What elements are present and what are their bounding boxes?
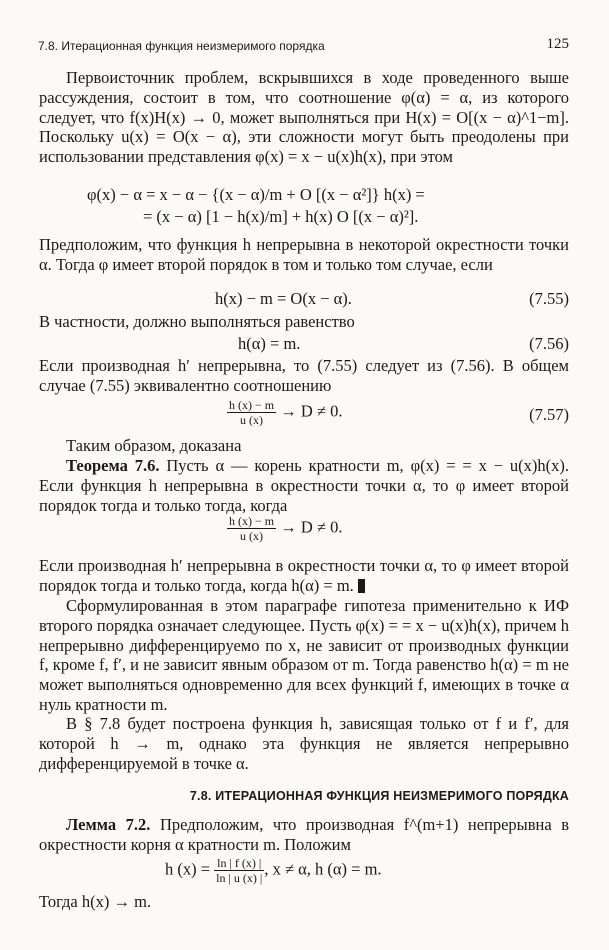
paragraph-3: В частности, должно выполняться равенство bbox=[39, 312, 355, 331]
fraction: $\frac{h (x) - m}{u (x)}$ bbox=[229, 514, 275, 543]
paragraph-8: В § 7.8 будет построена функция h, зависящая только от f и f′, для которой h → m, однако эта функция не является непрерывно дифференцируемой в точке α. bbox=[39, 714, 569, 773]
lemma-label: Лемма 7.2. bbox=[66, 815, 151, 834]
paragraph-1: Первоисточник проблем, вскрывшихся в ходе проведенного выше рассуждения, состоит в том, что соотношение φ(α) = α, из которого следует, что f(x)H(x) → 0, может выполняться при H(x) = O[(x − α)^1−m]. Поскольку u(x) = O(x − α), эти сложности могут быть преодолены при использовании представления φ(x) = x − u(x)h(x), при этом bbox=[39, 68, 569, 167]
running-head-title: 7.8. Итерационная функция неизмеримого порядка bbox=[38, 39, 325, 53]
equation-1-line-2: = (x − α) [1 − h(x)/m] + h(x) O [(x − α)²]. bbox=[143, 207, 419, 226]
lemma-text: Предположим, что производная f^(m+1) непрерывна в окрестности корня α кратности m. Положим bbox=[39, 815, 570, 854]
paragraph-9: Тогда h(x) → m. bbox=[39, 892, 152, 911]
equation-7-57: $\frac{h (x) - m}{u (x)}$ → D ≠ 0. (7.57) bbox=[229, 398, 569, 427]
equation-tag: (7.55) bbox=[529, 289, 569, 308]
paragraph-4: Если производная h′ непрерывна, то (7.55) следует из (7.56). В общем случае (7.55) эквивалентно соотношению bbox=[39, 356, 569, 395]
lemma-7-2 bbox=[39, 815, 569, 855]
fraction: $\frac{\ln | f (x) |}{\ln | u (x) |}$ bbox=[216, 856, 263, 885]
end-of-proof-icon bbox=[358, 579, 365, 593]
page-number: 125 bbox=[546, 36, 569, 52]
fraction: $\frac{h (x) - m}{u (x)}$ bbox=[229, 398, 275, 427]
equation-tag: (7.56) bbox=[529, 334, 569, 353]
paragraph-5: Таким образом, доказана bbox=[66, 436, 242, 455]
theorem-7-6 bbox=[39, 456, 569, 515]
running-head bbox=[38, 36, 569, 56]
paragraph-2: Предположим, что функция h непрерывна в некоторой окрестности точки α. Тогда φ имеет второй порядок в том и только том случае, если bbox=[39, 235, 569, 274]
equation-tag: (7.57) bbox=[529, 405, 569, 424]
equation-7-55: h(x) − m = O(x − α). (7.55) bbox=[215, 289, 569, 308]
section-heading: 7.8. ИТЕРАЦИОННАЯ ФУНКЦИЯ НЕИЗМЕРИМОГО ПОРЯДКА bbox=[189, 789, 569, 803]
paragraph-6: Если производная h′ непрерывна в окрестности точки α, то φ имеет второй порядок тогда и только тогда, когда h(α) = m. bbox=[39, 556, 569, 595]
equation-7-56: h(α) = m. (7.56) bbox=[238, 334, 569, 353]
equation-lemma: h (x) = $\frac{\ln | f (x) |}{\ln | u (x) |}$ , x ≠ α, h (α) = m. bbox=[165, 856, 382, 885]
equation-theorem: $\frac{h (x) - m}{u (x)}$ → D ≠ 0. bbox=[229, 514, 343, 543]
equation-1-line-1: φ(x) − α = x − α − {(x − α)/m + O [(x − α²]} h(x) = bbox=[87, 185, 425, 204]
theorem-text: Пусть α — корень кратности m, φ(x) = = x − u(x)h(x). Если функция h непрерывна в окрестности точки α, то φ имеет второй порядок тогда и только тогда, когда bbox=[39, 456, 570, 515]
paragraph-7: Сформулированная в этом параграфе гипотеза применительно к ИФ второго порядка означает следующее. Пусть φ(x) = = x − u(x)h(x), причем h непрерывно дифференцируемо по x, не зависит от производных функции f, кроме f, f′, и не зависит явным образом от m. Тогда равенство h(α) = m не может выполняться одновременно для всех функций f, имеющих в точке α нуль кратности m. bbox=[39, 596, 569, 714]
theorem-label: Теорема 7.6. bbox=[66, 456, 160, 475]
